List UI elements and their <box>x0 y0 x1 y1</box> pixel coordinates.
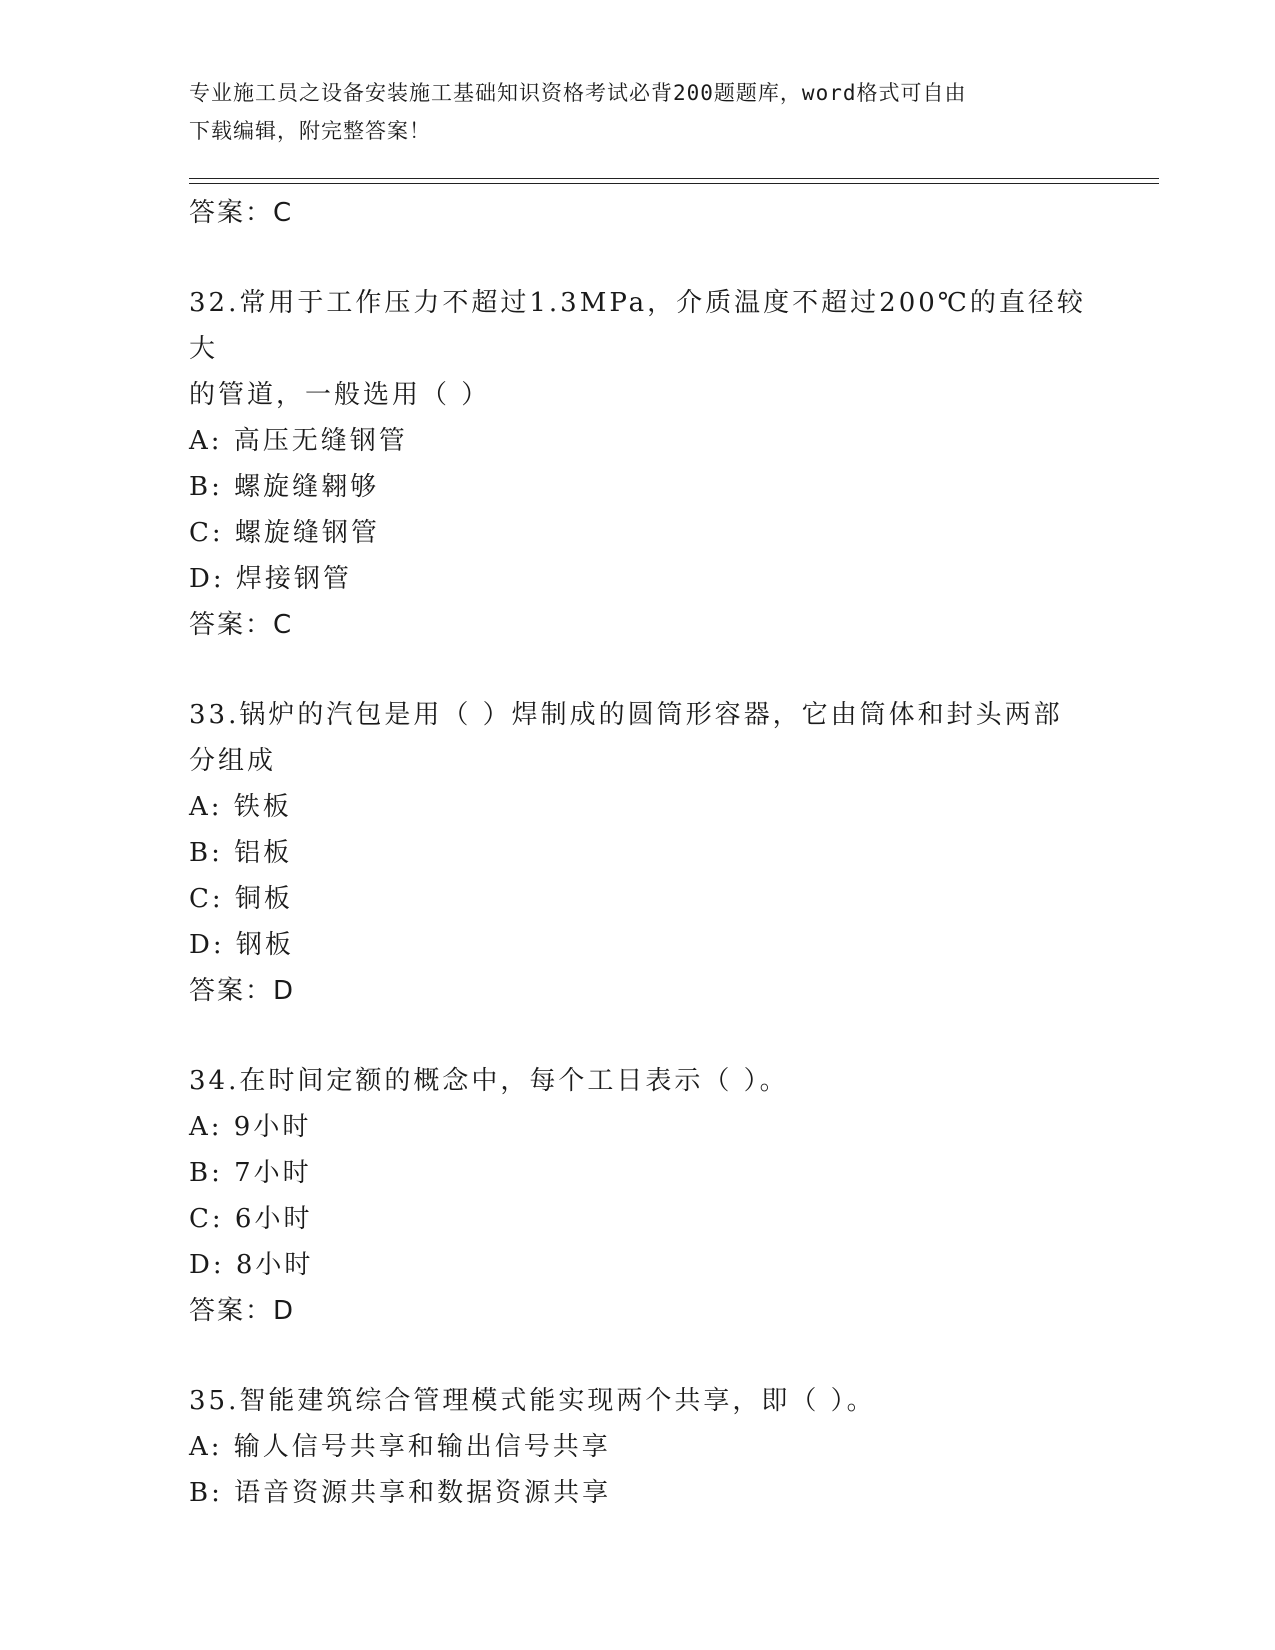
question-34-option-a: A: 9小时 <box>189 1112 312 1142</box>
question-32-stem-line-2: 的管道，一般选用（ ） <box>189 380 491 410</box>
question-33-option-b: B: 铝板 <box>189 838 293 868</box>
document-header <box>189 74 1089 150</box>
question-35-stem-line-1: 35.智能建筑综合管理模式能实现两个共享，即（ ）。 <box>189 1386 876 1416</box>
answer-31: 答案：C <box>189 198 294 228</box>
question-35-option-a: A: 输人信号共享和输出信号共享 <box>189 1432 611 1462</box>
header-rule-top <box>189 178 1159 179</box>
question-32-stem-line-1: 32.常用于工作压力不超过1.3MPa，介质温度不超过200℃的直径较大 <box>189 288 1086 364</box>
question-35 <box>189 1378 1109 1516</box>
question-34-stem-line-1: 34.在时间定额的概念中，每个工日表示（ ）。 <box>189 1066 789 1096</box>
question-33-option-d: D: 钢板 <box>189 930 294 960</box>
question-32-answer: 答案：C <box>189 610 294 640</box>
question-32-option-c: C: 螺旋缝钢管 <box>189 518 380 548</box>
header-rule-bottom <box>189 183 1159 184</box>
question-35-option-b: B: 语音资源共享和数据资源共享 <box>189 1478 612 1508</box>
question-32-option-b: B: 螺旋缝翱够 <box>189 472 380 502</box>
question-32-option-a: A: 高压无缝钢管 <box>189 426 408 456</box>
question-32 <box>189 280 1109 648</box>
question-34 <box>189 1058 1109 1334</box>
question-34-option-c: C: 6小时 <box>189 1204 313 1234</box>
question-33 <box>189 692 1109 1014</box>
question-32-option-d: D: 焊接钢管 <box>189 564 352 594</box>
question-34-option-b: B: 7小时 <box>189 1158 312 1188</box>
question-list <box>189 190 1109 1516</box>
header-title-line-2: 下载编辑，附完整答案！ <box>189 119 431 143</box>
header-title-line-1: 专业施工员之设备安装施工基础知识资格考试必背200题题库，word格式可自由 <box>189 81 967 105</box>
question-33-option-c: C: 铜板 <box>189 884 293 914</box>
question-33-answer: 答案：D <box>189 976 296 1006</box>
question-33-stem-line-2: 分组成 <box>189 746 277 776</box>
question-33-option-a: A: 铁板 <box>189 792 292 822</box>
question-34-option-d: D: 8小时 <box>189 1250 314 1280</box>
question-33-stem-line-1: 33.锅炉的汽包是用（ ）焊制成的圆筒形容器，它由筒体和封头两部 <box>189 700 1063 730</box>
question-34-answer: 答案：D <box>189 1296 296 1326</box>
